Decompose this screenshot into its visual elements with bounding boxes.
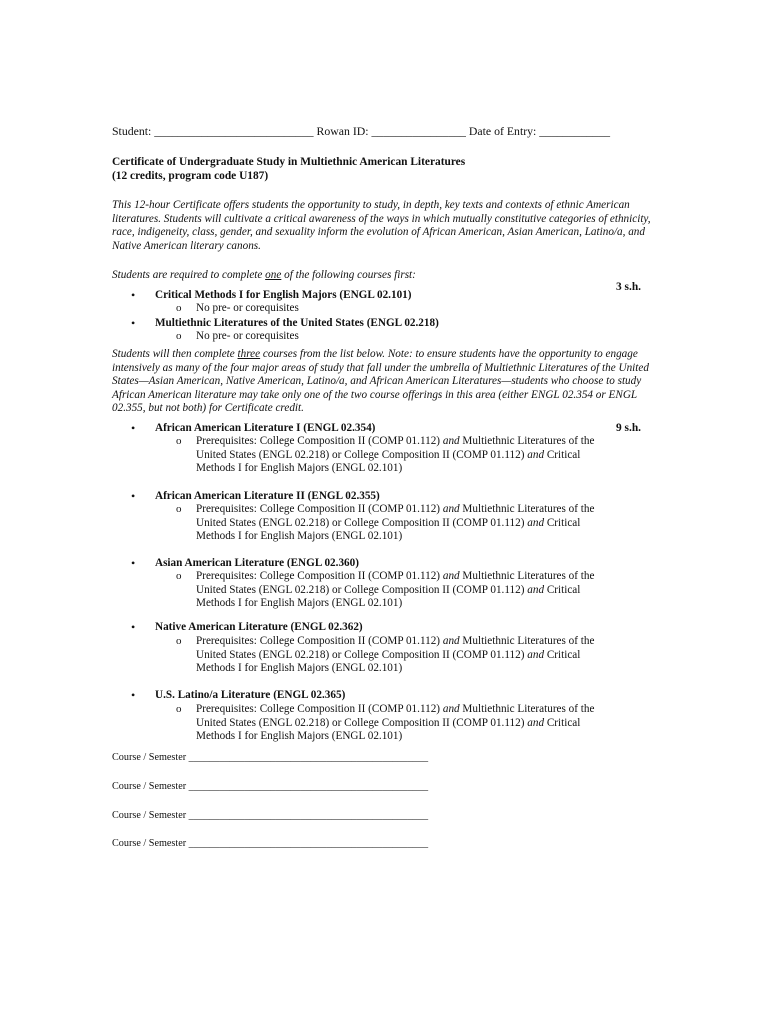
elective-course-title: Native American Literature (ENGL 02.362) bbox=[155, 621, 363, 633]
bullet-icon: • bbox=[131, 620, 136, 634]
elective-courses-lead: Students will then complete three courses from the list below. Note: to ensure students have the opportunity to engage intensively as many of the four major areas of study that fall under the umbrella of Multiethnic Literatures of the United States—Asian American, Native American, Latino/a, and African American Literatures—students who choose to study African American literature may take only one of the two course offerings in this area (either ENGL 02.354 or ENGL 02.355, but not both) for Certificate credit. bbox=[112, 348, 649, 415]
course-semester-line: Course / Semester _______________________________________________ bbox=[112, 810, 429, 821]
certificate-title: Certificate of Undergraduate Study in Multiethnic American Literatures bbox=[112, 156, 466, 168]
required-course-title: Multiethnic Literatures of the United States (ENGL 02.218) bbox=[155, 317, 439, 329]
bullet-icon: • bbox=[131, 316, 136, 330]
sub-bullet-icon: o bbox=[176, 435, 182, 447]
required-course-note: No pre- or corequisites bbox=[196, 330, 299, 342]
elective-course-title: Asian American Literature (ENGL 02.360) bbox=[155, 557, 359, 569]
course-prerequisites: Prerequisites: College Composition II (COMP 01.112) and Multiethnic Literatures of the United States (ENGL 02.218) or College Composition II (COMP 01.112) and Critical Methods I for English Majors (ENGL 02.101) bbox=[196, 703, 595, 743]
sub-bullet-icon: o bbox=[176, 503, 182, 515]
intro-paragraph: This 12-hour Certificate offers students the opportunity to study, in depth, key texts and contexts of ethnic American literatures. Students will cultivate a critical awareness of the ways in which mutually constitutive categories of ethnicity, race, indigeneity, class, gender, and sexuality inform the evolution of African American, Asian American, Latino/a, and Native American literary canons. bbox=[112, 199, 651, 252]
course-prerequisites: Prerequisites: College Composition II (COMP 01.112) and Multiethnic Literatures of the United States (ENGL 02.218) or College Composition II (COMP 01.112) and Critical Methods I for English Majors (ENGL 02.101) bbox=[196, 570, 595, 610]
bullet-icon: • bbox=[131, 688, 136, 702]
elective-course-title: African American Literature I (ENGL 02.354) bbox=[155, 422, 376, 434]
course-prerequisites: Prerequisites: College Composition II (COMP 01.112) and Multiethnic Literatures of the United States (ENGL 02.218) or College Composition II (COMP 01.112) and Critical Methods I for English Majors (ENGL 02.101) bbox=[196, 435, 595, 475]
course-semester-line: Course / Semester _______________________________________________ bbox=[112, 752, 429, 763]
sub-bullet-icon: o bbox=[176, 570, 182, 582]
required-course-title: Critical Methods I for English Majors (ENGL 02.101) bbox=[155, 289, 412, 301]
required-courses-lead: Students are required to complete one of the following courses first: bbox=[112, 269, 416, 281]
elective-credits: 9 s.h. bbox=[616, 422, 642, 434]
sub-bullet-icon: o bbox=[176, 703, 182, 715]
required-credits: 3 s.h. bbox=[616, 281, 642, 293]
elective-course-title: U.S. Latino/a Literature (ENGL 02.365) bbox=[155, 689, 346, 701]
bullet-icon: • bbox=[131, 556, 136, 570]
course-semester-line: Course / Semester _______________________________________________ bbox=[112, 838, 429, 849]
sub-bullet-icon: o bbox=[176, 302, 182, 314]
student-info-fields: Student: ___________________________ Rowan ID: ________________ Date of Entry: ____________ bbox=[112, 124, 611, 138]
bullet-icon: • bbox=[131, 421, 136, 435]
course-prerequisites: Prerequisites: College Composition II (COMP 01.112) and Multiethnic Literatures of the United States (ENGL 02.218) or College Composition II (COMP 01.112) and Critical Methods I for English Majors (ENGL 02.101) bbox=[196, 503, 595, 543]
required-course-note: No pre- or corequisites bbox=[196, 302, 299, 314]
elective-course-title: African American Literature II (ENGL 02.355) bbox=[155, 490, 380, 502]
sub-bullet-icon: o bbox=[176, 330, 182, 342]
course-prerequisites: Prerequisites: College Composition II (COMP 01.112) and Multiethnic Literatures of the United States (ENGL 02.218) or College Composition II (COMP 01.112) and Critical Methods I for English Majors (ENGL 02.101) bbox=[196, 635, 595, 675]
sub-bullet-icon: o bbox=[176, 635, 182, 647]
certificate-subtitle: (12 credits, program code U187) bbox=[112, 170, 269, 182]
bullet-icon: • bbox=[131, 489, 136, 503]
bullet-icon: • bbox=[131, 288, 136, 302]
course-semester-line: Course / Semester _______________________________________________ bbox=[112, 781, 429, 792]
